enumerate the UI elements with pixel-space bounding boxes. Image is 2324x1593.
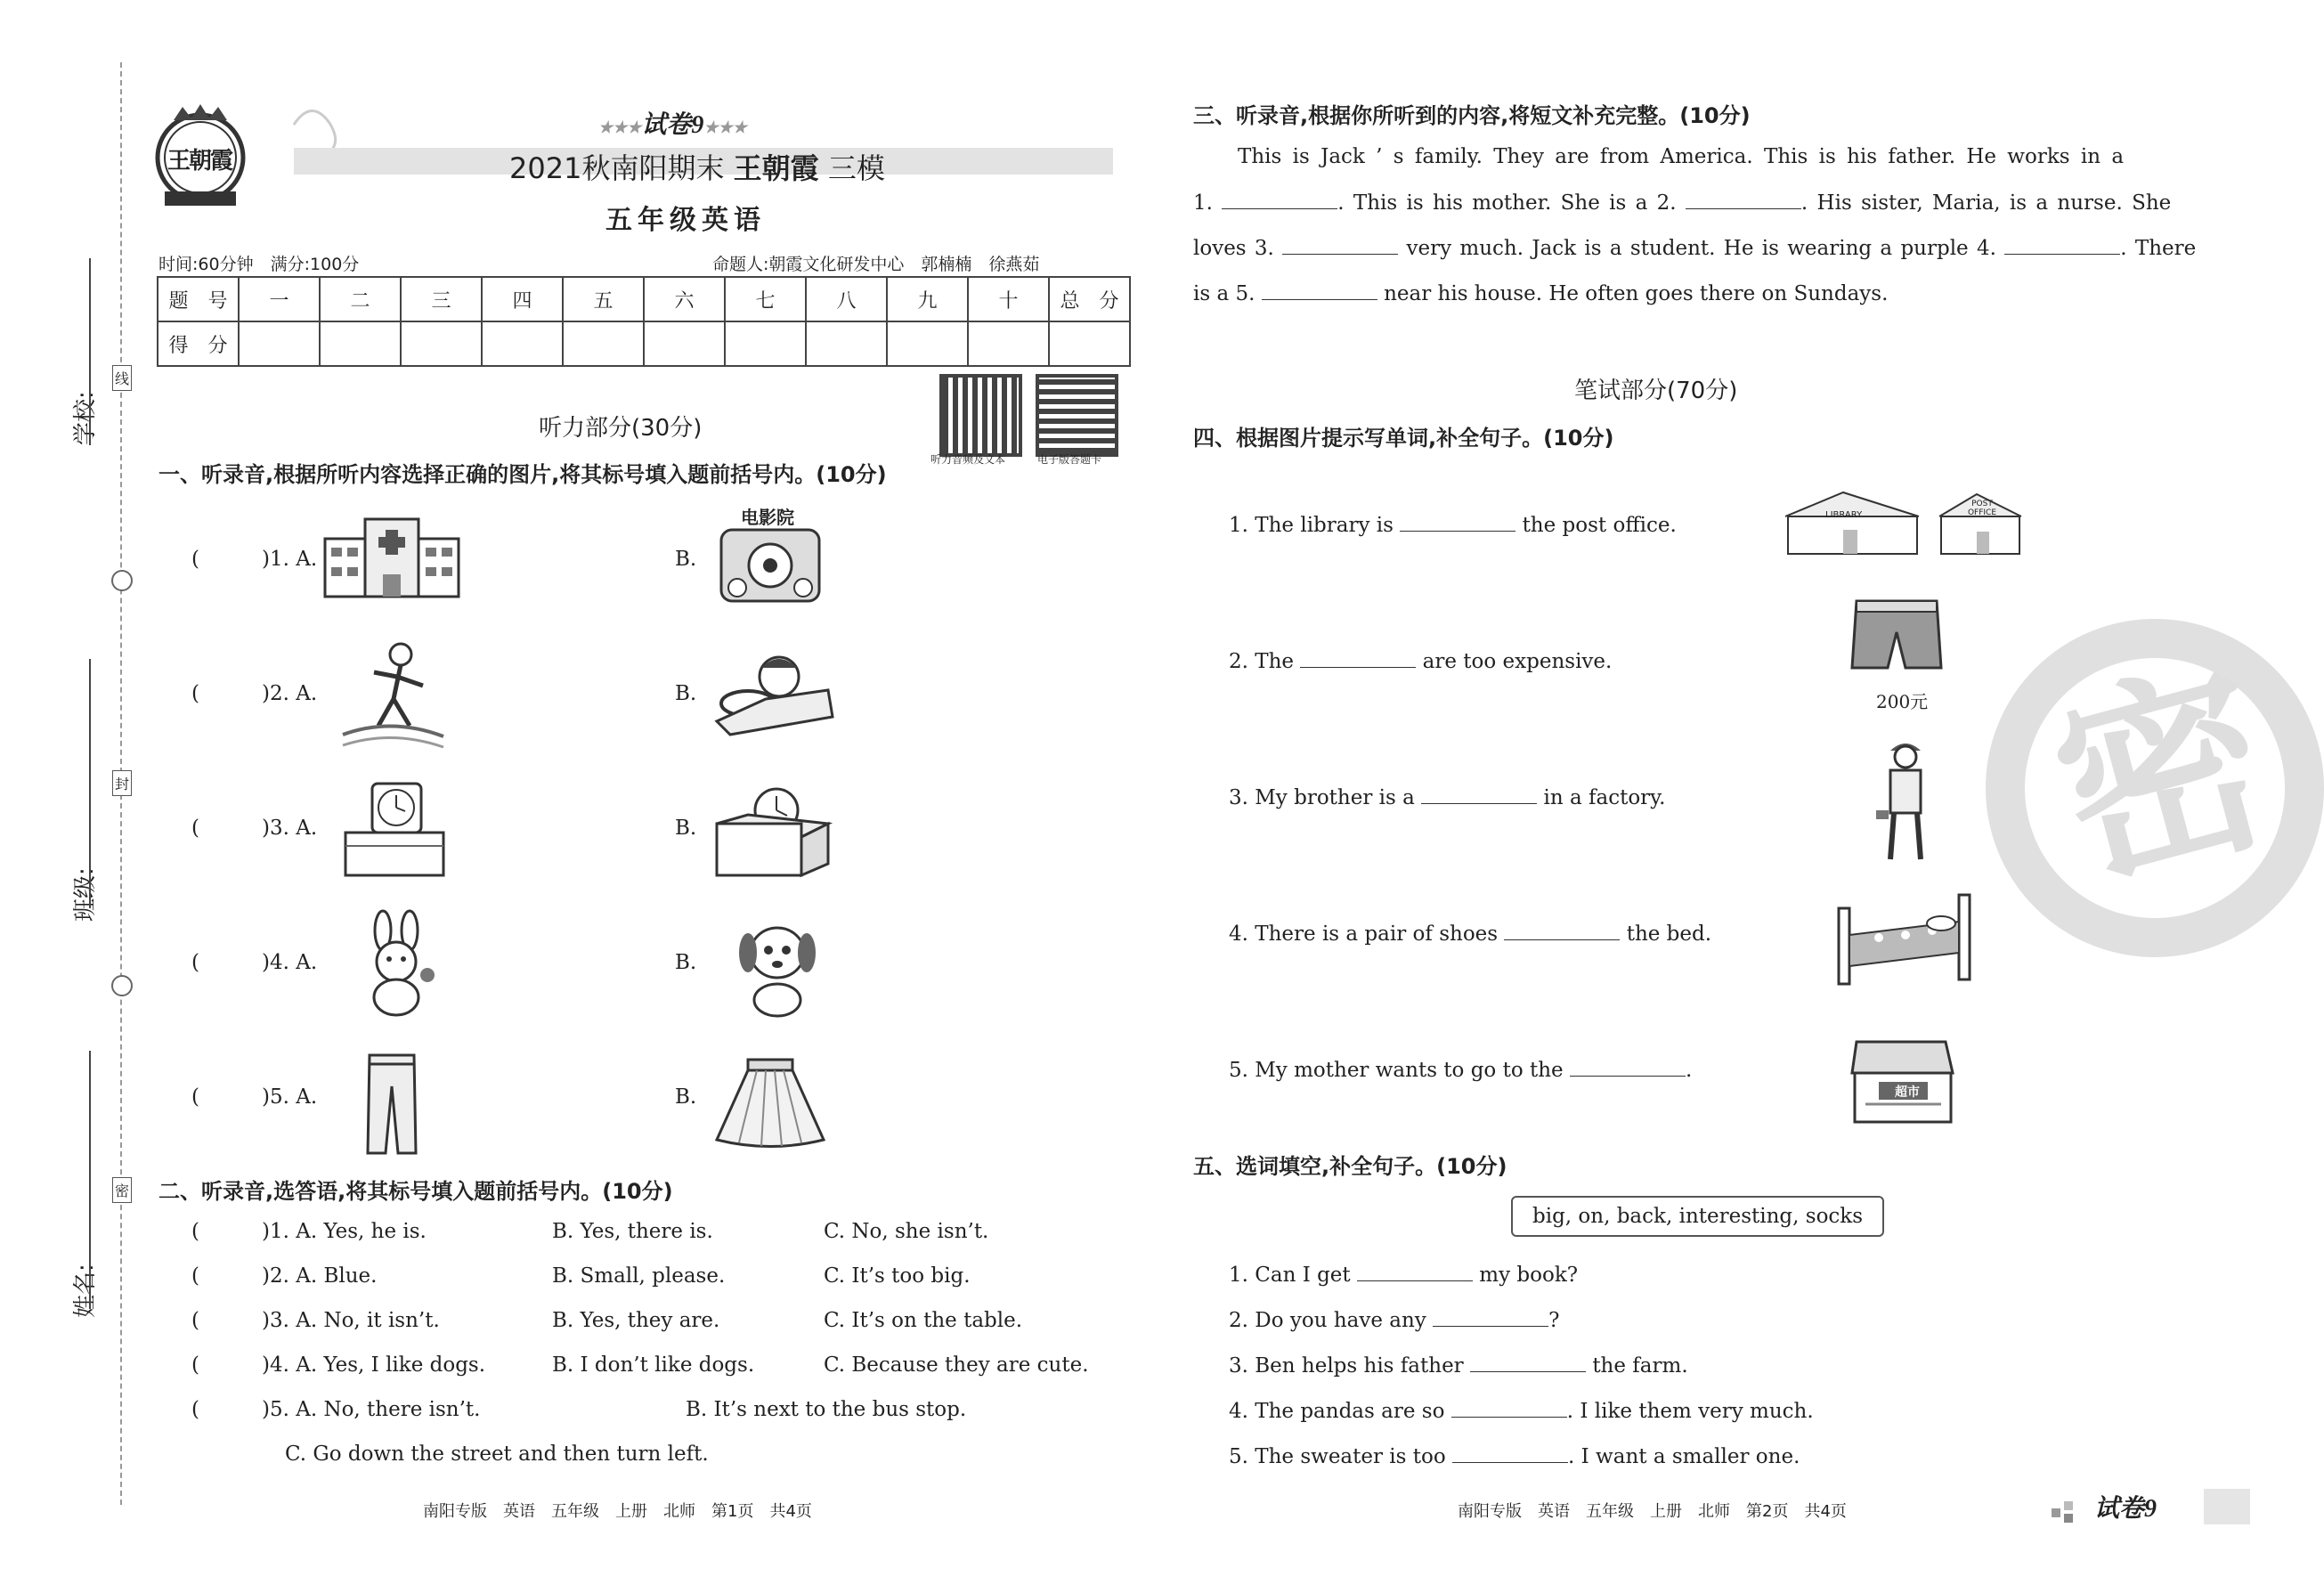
answer-blank[interactable] — [1400, 513, 1515, 532]
answer-blank[interactable] — [1686, 191, 1801, 209]
sentence-text: 3. My brother is a — [1229, 786, 1415, 809]
listening-heading: 听力部分(30分) — [539, 415, 703, 442]
list-item — [1229, 513, 1677, 537]
score-input[interactable] — [887, 321, 968, 366]
hole-icon — [111, 570, 133, 591]
name-line — [89, 1051, 91, 1309]
answer-blank[interactable] — [1222, 191, 1337, 209]
answer-blank[interactable] — [1452, 1444, 1568, 1463]
sentence-text: 4. There is a pair of shoes — [1229, 922, 1499, 946]
score-input[interactable] — [725, 321, 806, 366]
question-text: )4. A. Yes, I like dogs. — [261, 1353, 486, 1377]
score-cell: 三 — [401, 277, 482, 321]
passage-text: . This is his mother. She is a 2. — [1337, 191, 1677, 215]
class-label: 班级: — [72, 867, 99, 922]
score-cell: 总 分 — [1049, 277, 1130, 321]
passage-text: near his house. He often goes there on Sundays. — [1384, 282, 1889, 305]
page-title — [509, 146, 885, 187]
section-5-heading: 五、选词填空,补全句子。(10分) — [1193, 1154, 1507, 1179]
paper-label-text: 试卷9 — [641, 111, 704, 139]
sentence-text: 3. Ben helps his father — [1229, 1354, 1464, 1378]
option-b: B. It’s next to the bus stop. — [686, 1398, 967, 1421]
list-item — [1229, 1444, 1800, 1468]
subtitle: 五年级英语 — [605, 205, 766, 236]
question-text: )3. A. No, it isn’t. — [261, 1309, 440, 1332]
sentence-text: ? — [1548, 1309, 1560, 1332]
seal-watermark-text: 密 — [2033, 636, 2293, 920]
option-b: B. — [675, 548, 697, 571]
question-number: )2. A. — [261, 682, 318, 705]
sentence-text: the bed. — [1626, 922, 1712, 946]
answer-blank[interactable] — [1451, 1399, 1567, 1418]
answer-blank[interactable] — [1433, 1308, 1548, 1327]
passage-line-1: This is Jack ’ s family. They are from America. This is his father. He works in a — [1238, 145, 2125, 168]
supermarket-icon — [1848, 1033, 1959, 1130]
list-item: ( )3. A. No, it isn’t. — [191, 1309, 440, 1332]
list-item: ( )2. A. Blue. — [191, 1264, 378, 1288]
answer-blank[interactable] — [1470, 1353, 1586, 1372]
worker-icon — [1874, 735, 1937, 867]
time-text: 时间:60分钟 — [158, 255, 254, 274]
option-c: C. No, she isn’t. — [824, 1220, 989, 1243]
seal-mark-line: 线 — [112, 365, 132, 391]
seal-watermark — [1986, 619, 2324, 957]
list-item — [1229, 1399, 1814, 1423]
sentence-text: the post office. — [1522, 514, 1677, 537]
driving-boy-icon — [712, 646, 837, 747]
qr-caption-listening: 听力音频及文本 — [930, 453, 1006, 466]
option-c: C. It’s on the table. — [824, 1309, 1023, 1332]
score-cell: 六 — [644, 277, 725, 321]
passage-text: loves 3. — [1193, 237, 1274, 260]
answer-blank[interactable] — [2004, 236, 2120, 255]
question-number: )4. A. — [261, 951, 318, 974]
score-cell: 得 分 — [158, 321, 239, 366]
full-score-text: 满分:100分 — [270, 255, 360, 274]
passage-text: . There — [2120, 237, 2197, 260]
list-item: ( )1. A. Yes, he is. — [191, 1220, 427, 1243]
score-cell: 题 号 — [158, 277, 239, 321]
list-item: ( )4. A. Yes, I like dogs. — [191, 1353, 486, 1377]
written-heading: 笔试部分(70分) — [1574, 378, 1738, 404]
seal-mark-seal: 封 — [112, 770, 132, 796]
option-b: B. Yes, they are. — [552, 1309, 720, 1332]
passage-line-2 — [1193, 191, 2171, 215]
sentence-text: are too expensive. — [1422, 650, 1613, 673]
answer-blank[interactable] — [1300, 649, 1416, 668]
score-input[interactable] — [644, 321, 725, 366]
footer-left: 南阳专版 英语 五年级 上册 北师 第1页 共4页 — [423, 1502, 812, 1521]
answer-blank[interactable] — [1357, 1263, 1473, 1281]
footer-paper-label: 试卷9 — [2094, 1495, 2157, 1523]
sentence-text: 5. My mother wants to go to the — [1229, 1059, 1564, 1082]
list-item: ( )3. A. — [191, 817, 318, 840]
question-number: )5. A. — [261, 1085, 318, 1109]
option-b: B. — [675, 1085, 697, 1109]
list-item: ( )5. A. No, there isn’t. — [191, 1398, 481, 1421]
post-office-label: POST OFFICE — [1967, 500, 1997, 517]
sentence-text: 2. The — [1229, 650, 1295, 673]
question-text: )5. A. No, there isn’t. — [261, 1398, 481, 1421]
supermarket-label: 超市 — [1895, 1085, 1920, 1100]
qr-code-icon[interactable] — [939, 374, 1022, 457]
answer-blank[interactable] — [1421, 785, 1537, 804]
section-3-heading: 三、听录音,根据你所听到的内容,将短文补充完整。(10分) — [1193, 103, 1751, 128]
answer-blank[interactable] — [1570, 1058, 1686, 1077]
score-input[interactable] — [1049, 321, 1130, 366]
library-label: LIBRARY — [1825, 510, 1863, 520]
list-item — [1229, 1308, 1559, 1332]
list-item — [1229, 922, 1711, 946]
score-input[interactable] — [563, 321, 644, 366]
answer-blank[interactable] — [1504, 922, 1620, 940]
dog-icon — [728, 913, 826, 1023]
footer-right: 南阳专版 英语 五年级 上册 北师 第2页 共4页 — [1458, 1502, 1847, 1521]
price-label: 200元 — [1876, 691, 1929, 712]
score-cell: 八 — [806, 277, 887, 321]
qr-code-icon[interactable] — [1036, 374, 1118, 457]
score-cell: 十 — [968, 277, 1049, 321]
list-item: ( )1. A. — [191, 548, 318, 571]
authors: 命题人:朝霞文化研发中心 郭楠楠 徐燕茹 — [712, 255, 1040, 274]
qr-caption-answers: 电子版答题卡 — [1037, 453, 1102, 466]
score-cell: 五 — [563, 277, 644, 321]
sentence-text: in a factory. — [1543, 786, 1666, 809]
passage-line-4 — [1193, 281, 1888, 305]
class-line — [89, 659, 91, 908]
option-b: B. Small, please. — [552, 1264, 726, 1288]
score-header-row — [158, 277, 1130, 321]
score-cell: 二 — [320, 277, 401, 321]
name-label: 姓名: — [72, 1264, 99, 1318]
sentence-text: 2. Do you have any — [1229, 1309, 1426, 1332]
word-box: big, on, back, interesting, socks — [1511, 1196, 1884, 1237]
clock-in-box-icon — [712, 784, 833, 885]
answer-blank[interactable] — [1282, 236, 1398, 255]
sentence-text: . — [1685, 1059, 1693, 1082]
section-1-heading: 一、听录音,根据所听内容选择正确的图片,将其标号填入题前括号内。(10分) — [158, 462, 887, 487]
sentence-text: my book? — [1479, 1264, 1579, 1287]
score-cell: 七 — [725, 277, 806, 321]
score-cell: 九 — [887, 277, 968, 321]
sentence-text: 1. Can I get — [1229, 1264, 1351, 1287]
score-input[interactable] — [482, 321, 563, 366]
passage-text: . His sister, Maria, is a nurse. She — [1800, 191, 2172, 215]
list-item: ( )5. A. — [191, 1085, 318, 1109]
school-label: 学校: — [72, 391, 99, 445]
option-b: B. — [675, 951, 697, 974]
cinema-label: 电影院 — [741, 507, 794, 528]
school-line — [89, 258, 91, 445]
passage-text: very much. Jack is a student. He is wearing a purple 4. — [1406, 237, 1996, 260]
skirt-icon — [712, 1055, 828, 1152]
option-c: C. Because they are cute. — [824, 1353, 1089, 1377]
score-value-row — [158, 321, 1130, 366]
option-b: B. — [675, 817, 697, 840]
library-post-office-icon — [1781, 485, 2030, 560]
list-item — [1229, 785, 1665, 809]
score-cell: 四 — [482, 277, 563, 321]
section-2-heading: 二、听录音,选答语,将其标号填入题前括号内。(10分) — [158, 1179, 673, 1204]
list-item: ( )4. A. — [191, 951, 318, 974]
sentence-text: . I want a smaller one. — [1568, 1445, 1800, 1468]
logo-text: 王朝霞 — [167, 148, 232, 175]
list-item: ( )2. A. — [191, 682, 318, 705]
score-cell: 一 — [239, 277, 320, 321]
option-b: B. Yes, there is. — [552, 1220, 713, 1243]
sentence-text: 4. The pandas are so — [1229, 1400, 1445, 1423]
title-main: 2021秋南阳期末 — [509, 151, 725, 185]
list-item — [1229, 1263, 1578, 1287]
sentence-text: 1. The library is — [1229, 514, 1394, 537]
shorts-icon — [1848, 597, 1946, 680]
sentence-text: the farm. — [1592, 1354, 1688, 1378]
score-input[interactable] — [968, 321, 1049, 366]
list-item — [1229, 649, 1612, 673]
option-b: B. — [675, 682, 697, 705]
trousers-icon — [361, 1051, 423, 1161]
bed-icon — [1834, 886, 1981, 992]
passage-line-3 — [1193, 236, 2196, 260]
skating-boy-icon — [338, 637, 445, 756]
title-brand: 王朝霞 — [733, 151, 819, 185]
question-text: )1. A. Yes, he is. — [261, 1220, 427, 1243]
score-input[interactable] — [806, 321, 887, 366]
sentence-text: . I like them very much. — [1566, 1400, 1814, 1423]
option-b: B. I don’t like dogs. — [552, 1353, 755, 1377]
passage-text: is a 5. — [1193, 282, 1255, 305]
score-input[interactable] — [401, 321, 482, 366]
hole-icon — [111, 975, 133, 996]
list-item — [1229, 1353, 1688, 1378]
time-info — [158, 251, 359, 275]
rabbit-icon — [347, 913, 445, 1023]
option-c: C. Go down the street and then turn left. — [285, 1443, 709, 1466]
question-text: )2. A. Blue. — [261, 1264, 378, 1288]
score-input[interactable] — [320, 321, 401, 366]
blank-number: 1. — [1193, 191, 1213, 215]
section-4-heading: 四、根据图片提示写单词,补全句子。(10分) — [1193, 426, 1614, 451]
list-item — [1229, 1058, 1692, 1082]
answer-blank[interactable] — [1262, 281, 1377, 300]
hospital-icon — [321, 512, 463, 605]
sentence-text: 5. The sweater is too — [1229, 1445, 1446, 1468]
question-number: )3. A. — [261, 817, 318, 840]
title-suffix: 三模 — [827, 151, 885, 185]
paper-label: ★★★试卷9★★★ — [598, 111, 747, 139]
option-c: C. It’s too big. — [824, 1264, 971, 1288]
seal-mark-secret: 密 — [112, 1177, 132, 1203]
question-number: )1. A. — [261, 548, 318, 571]
score-input[interactable] — [239, 321, 320, 366]
clock-on-box-icon — [341, 779, 452, 885]
score-table — [157, 276, 1131, 367]
